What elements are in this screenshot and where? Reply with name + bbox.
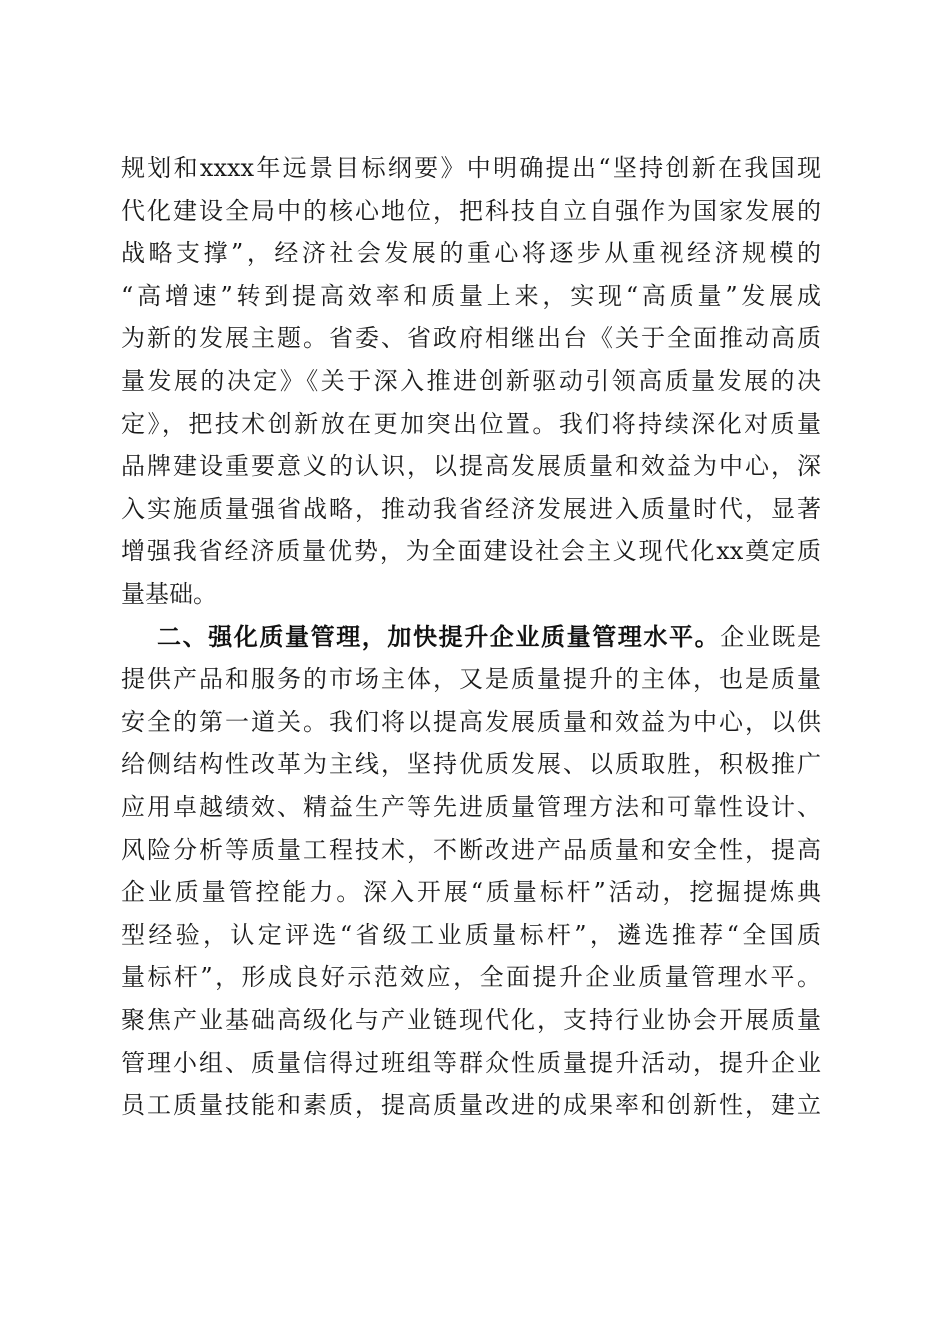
- paragraph-line: 为新的发展主题。省委、省政府相继出台《关于全面推动高质: [121, 324, 821, 352]
- paragraph-line: 定》，把技术创新放在更加突出位置。我们将持续深化对质量: [121, 410, 821, 438]
- paragraph-line: 员工质量技能和素质，提高质量改进的成果率和创新性，建立: [121, 1091, 821, 1119]
- paragraph-line: 规划和xxxx年远景目标纲要》中明确提出“坚持创新在我国现: [121, 154, 821, 182]
- section-heading-line: [157, 617, 821, 657]
- paragraph-text: 企业既是: [720, 623, 822, 651]
- paragraph-line: 量标杆”，形成良好示范效应，全面提升企业质量管理水平。: [121, 963, 821, 991]
- paragraph-line: 安全的第一道关。我们将以提高发展质量和效益为中心，以供: [121, 708, 821, 736]
- section-heading: 二、强化质量管理，加快提升企业质量管理水平。: [157, 623, 721, 651]
- paragraph-line: 量基础。: [121, 580, 217, 608]
- paragraph-line: 量发展的决定》《关于深入推进创新驱动引领高质量发展的决: [121, 367, 821, 395]
- paragraph-line: 管理小组、质量信得过班组等群众性质量提升活动，提升企业: [121, 1049, 821, 1077]
- paragraph-line: 战略支撑”，经济社会发展的重心将逐步从重视经济规模的: [121, 239, 821, 267]
- paragraph-line: 提供产品和服务的市场主体，又是质量提升的主体，也是质量: [121, 665, 821, 693]
- paragraph-line: 应用卓越绩效、精益生产等先进质量管理方法和可靠性设计、: [121, 793, 821, 821]
- paragraph-line: 增强我省经济质量优势，为全面建设社会主义现代化xx奠定质: [121, 537, 821, 565]
- paragraph-line: 品牌建设重要意义的认识，以提高发展质量和效益为中心，深: [121, 452, 821, 480]
- paragraph-line: 企业质量管控能力。深入开展“质量标杆”活动，挖掘提炼典: [121, 878, 821, 906]
- paragraph-line: 代化建设全局中的核心地位，把科技自立自强作为国家发展的: [121, 197, 821, 225]
- paragraph-line: 风险分析等质量工程技术，不断改进产品质量和安全性，提高: [121, 836, 821, 864]
- paragraph-line: 型经验，认定评选“省级工业质量标杆”，遴选推荐“全国质: [121, 921, 821, 949]
- paragraph-line: 入实施质量强省战略，推动我省经济发展进入质量时代，显著: [121, 495, 821, 523]
- paragraph-line: 给侧结构性改革为主线，坚持优质发展、以质取胜，积极推广: [121, 750, 821, 778]
- paragraph-line: “高增速”转到提高效率和质量上来，实现“高质量”发展成: [121, 282, 821, 310]
- paragraph-line: 聚焦产业基础高级化与产业链现代化，支持行业协会开展质量: [121, 1006, 821, 1034]
